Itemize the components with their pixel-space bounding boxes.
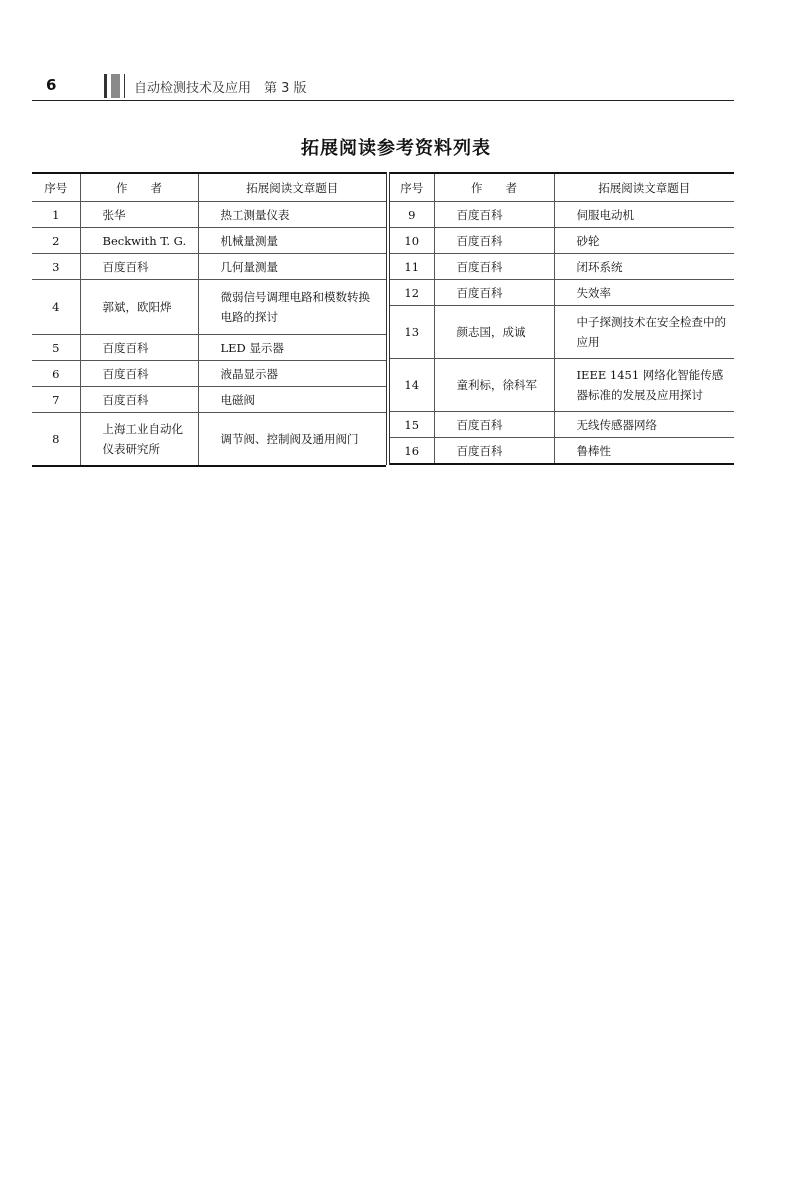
table-row — [32, 413, 386, 467]
row-author: 郭斌，欧阳烨 — [80, 280, 198, 335]
table-row — [390, 280, 734, 306]
row-author: Beckwith T. G. — [80, 228, 198, 254]
running-header — [32, 72, 734, 101]
header-rule-divider — [124, 74, 125, 98]
row-title: 几何量测量 — [198, 254, 386, 280]
row-author: 百度百科 — [434, 202, 554, 228]
table-row — [32, 202, 386, 228]
row-title: 砂轮 — [554, 228, 734, 254]
row-title: 伺服电动机 — [554, 202, 734, 228]
table-row — [390, 228, 734, 254]
row-number: 1 — [32, 202, 80, 228]
row-number: 10 — [390, 228, 434, 254]
row-number: 7 — [32, 387, 80, 413]
row-title: 电磁阀 — [198, 387, 386, 413]
row-number: 15 — [390, 412, 434, 438]
row-author: 百度百科 — [434, 438, 554, 465]
table-row — [390, 438, 734, 465]
row-author: 百度百科 — [434, 412, 554, 438]
table-header-row — [32, 173, 386, 202]
row-number: 14 — [390, 359, 434, 412]
row-number: 5 — [32, 335, 80, 361]
header-rule-thin — [104, 74, 107, 98]
row-title: 闭环系统 — [554, 254, 734, 280]
column-header-number: 序号 — [32, 173, 80, 202]
table-row — [390, 202, 734, 228]
column-header-author: 作 者 — [434, 173, 554, 202]
row-title: 中子探测技术在安全检查中的应用 — [554, 306, 734, 359]
row-author: 百度百科 — [80, 387, 198, 413]
row-author: 百度百科 — [80, 361, 198, 387]
table-row — [32, 228, 386, 254]
row-author: 百度百科 — [80, 254, 198, 280]
row-title: 调节阀、控制阀及通用阀门 — [198, 413, 386, 467]
row-title: 机械量测量 — [198, 228, 386, 254]
table-row — [32, 387, 386, 413]
table-row — [32, 335, 386, 361]
row-number: 11 — [390, 254, 434, 280]
column-header-number: 序号 — [390, 173, 434, 202]
column-header-title: 拓展阅读文章题目 — [198, 173, 386, 202]
row-author: 童利标，徐科军 — [434, 359, 554, 412]
row-number: 12 — [390, 280, 434, 306]
column-header-author: 作 者 — [80, 173, 198, 202]
row-number: 16 — [390, 438, 434, 465]
row-author: 上海工业自动化仪表研究所 — [80, 413, 198, 467]
table-title: 拓展阅读参考资料列表 — [301, 138, 491, 159]
row-title: 鲁棒性 — [554, 438, 734, 465]
row-number: 2 — [32, 228, 80, 254]
row-author: 百度百科 — [434, 228, 554, 254]
row-number: 6 — [32, 361, 80, 387]
column-header-title: 拓展阅读文章题目 — [554, 173, 734, 202]
table-header-row — [390, 173, 734, 202]
table-row — [32, 280, 386, 335]
row-title: LED 显示器 — [198, 335, 386, 361]
row-title: IEEE 1451 网络化智能传感器标准的发展及应用探讨 — [554, 359, 734, 412]
row-author: 颜志国，成诚 — [434, 306, 554, 359]
table-row — [390, 359, 734, 412]
header-rule-grey — [111, 74, 120, 98]
row-number: 4 — [32, 280, 80, 335]
row-title: 热工测量仪表 — [198, 202, 386, 228]
table-row — [32, 254, 386, 280]
table-row — [390, 306, 734, 359]
table-row — [390, 254, 734, 280]
row-title: 失效率 — [554, 280, 734, 306]
row-title: 液晶显示器 — [198, 361, 386, 387]
reference-table-right — [390, 172, 734, 465]
row-number: 3 — [32, 254, 80, 280]
table-row — [32, 361, 386, 387]
row-number: 8 — [32, 413, 80, 467]
row-author: 百度百科 — [434, 254, 554, 280]
table-row — [390, 412, 734, 438]
row-author: 张华 — [80, 202, 198, 228]
row-title: 无线传感器网络 — [554, 412, 734, 438]
row-author: 百度百科 — [434, 280, 554, 306]
row-title: 微弱信号调理电路和模数转换电路的探讨 — [198, 280, 386, 335]
reference-table-left — [32, 172, 386, 467]
page-number: 6 — [46, 76, 57, 94]
row-author: 百度百科 — [80, 335, 198, 361]
row-number: 13 — [390, 306, 434, 359]
book-title: 自动检测技术及应用 第 3 版 — [134, 81, 307, 96]
row-number: 9 — [390, 202, 434, 228]
